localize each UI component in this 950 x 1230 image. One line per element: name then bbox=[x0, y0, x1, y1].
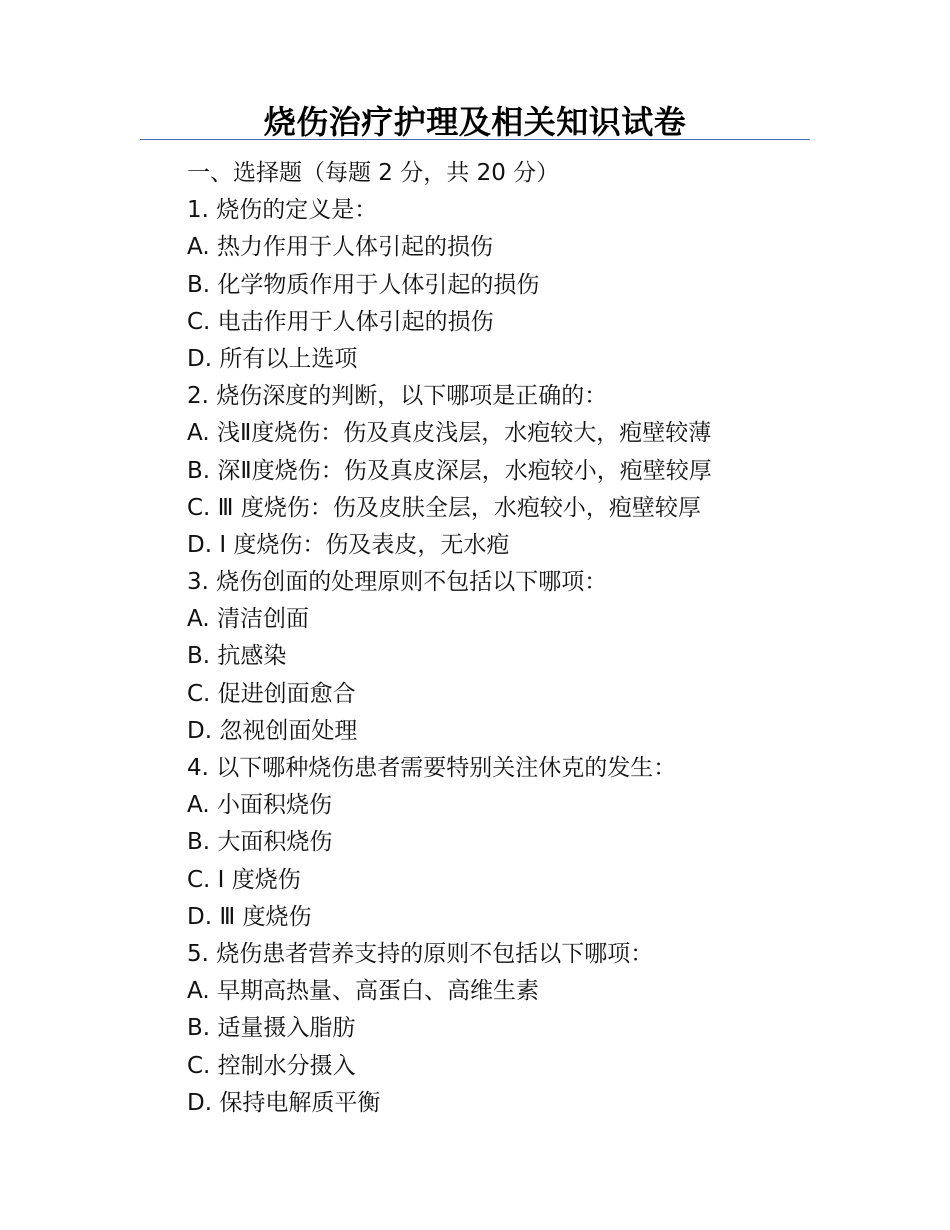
title-underline bbox=[140, 139, 810, 140]
question-stem: 2. 烧伤深度的判断，以下哪项是正确的： bbox=[187, 383, 608, 410]
option-a: A. 浅Ⅱ度烧伤：伤及真皮浅层，水疱较大，疱壁较薄 bbox=[187, 420, 712, 447]
option-c: C. 电击作用于人体引起的损伤 bbox=[187, 308, 494, 335]
section-heading: 一、选择题（每题 2 分，共 20 分） bbox=[187, 160, 560, 186]
question-1 bbox=[187, 192, 827, 378]
question-5 bbox=[187, 936, 827, 1122]
option-b: B. 化学物质作用于人体引起的损伤 bbox=[187, 271, 540, 298]
option-c: C. 促进创面愈合 bbox=[187, 680, 356, 707]
option-b: B. 适量摄入脂肪 bbox=[187, 1015, 356, 1042]
option-c: C. 控制水分摄入 bbox=[187, 1052, 356, 1079]
option-a: A. 清洁创面 bbox=[187, 606, 309, 633]
question-4 bbox=[187, 750, 827, 936]
question-stem: 3. 烧伤创面的处理原则不包括以下哪项： bbox=[187, 569, 608, 596]
option-d: D. 所有以上选项 bbox=[187, 345, 358, 372]
option-b: B. 深Ⅱ度烧伤：伤及真皮深层，水疱较小，疱壁较厚 bbox=[187, 457, 712, 484]
question-stem: 4. 以下哪种烧伤患者需要特别关注休克的发生： bbox=[187, 755, 677, 781]
option-d: D. 忽视创面处理 bbox=[187, 717, 358, 744]
question-2 bbox=[187, 378, 827, 564]
option-b: B. 抗感染 bbox=[187, 643, 287, 670]
option-a: A. 小面积烧伤 bbox=[187, 792, 332, 819]
option-c: C. Ⅲ 度烧伤：伤及皮肤全层，水疱较小，疱壁较厚 bbox=[187, 494, 701, 521]
question-3 bbox=[187, 564, 827, 750]
option-c: C. Ⅰ 度烧伤 bbox=[187, 866, 301, 893]
option-a: A. 早期高热量、高蛋白、高维生素 bbox=[187, 978, 539, 1005]
document-title: 烧伤治疗护理及相关知识试卷 bbox=[263, 103, 687, 141]
question-stem: 5. 烧伤患者营养支持的原则不包括以下哪项： bbox=[187, 940, 654, 967]
option-d: D. 保持电解质平衡 bbox=[187, 1089, 381, 1116]
option-b: B. 大面积烧伤 bbox=[187, 829, 333, 856]
option-d: D. Ⅲ 度烧伤 bbox=[187, 903, 312, 930]
option-d: D. Ⅰ 度烧伤：伤及表皮，无水疱 bbox=[187, 531, 510, 558]
question-stem: 1. 烧伤的定义是： bbox=[187, 197, 378, 224]
document-body bbox=[187, 155, 827, 1122]
option-a: A. 热力作用于人体引起的损伤 bbox=[187, 234, 493, 261]
